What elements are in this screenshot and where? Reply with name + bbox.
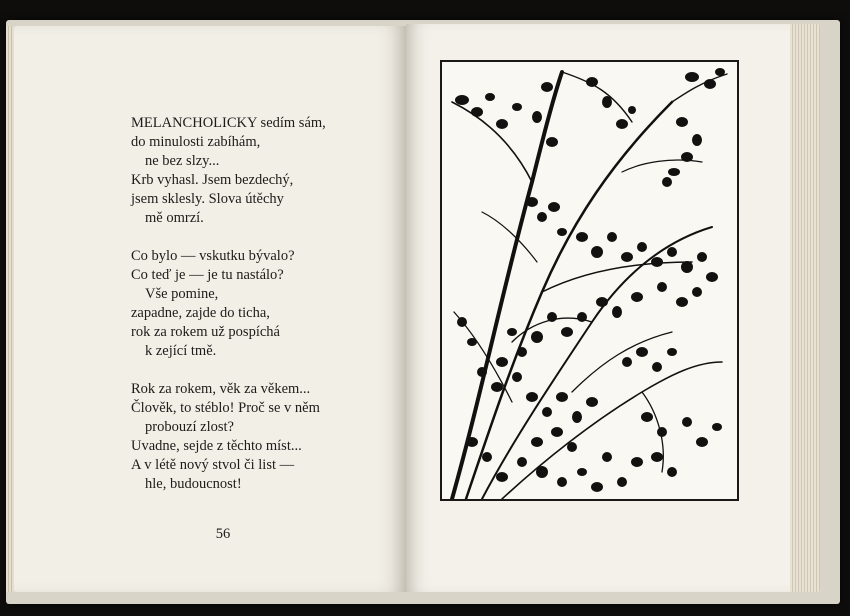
plant-silhouette-icon	[442, 62, 737, 499]
poem-line: zapadne, zajde do ticha,	[131, 305, 270, 321]
poem-line: jsem sklesly. Slova útěchy	[131, 191, 284, 207]
stanza-gap	[131, 228, 371, 247]
poem-line: k zející tmě.	[145, 343, 217, 359]
poem-line: Rok za rokem, věk za věkem...	[131, 381, 311, 397]
poem-line: rok za rokem už pospíchá	[131, 324, 280, 340]
stanza-gap	[131, 361, 371, 380]
poem-line: probouzí zlost?	[145, 419, 234, 435]
page-number: 56	[215, 526, 231, 542]
poem-line: do minulosti zabíhám,	[131, 134, 261, 150]
poem-line: Uvadne, sejde z těchto míst...	[131, 438, 302, 454]
poem-line: ne bez slzy...	[145, 153, 220, 169]
poem-line: Člověk, to stéblo! Proč se v něm	[131, 400, 320, 416]
right-page-edges	[790, 24, 820, 592]
plant-silhouette-illustration	[440, 60, 739, 501]
poem-line: Krb vyhasl. Jsem bezdechý,	[131, 172, 294, 188]
poem-line: MELANCHOLICKY sedím sám,	[131, 115, 326, 131]
poem-line: Co bylo — vskutku bývalo?	[131, 248, 295, 264]
poem-line: Co teď je — je tu nastálo?	[131, 267, 284, 283]
poem	[131, 114, 371, 494]
poem-line: Vše pomine,	[145, 286, 219, 302]
poem-line: hle, budoucnost!	[145, 476, 242, 492]
poem-line: A v létě nový stvol či list —	[131, 457, 295, 473]
poem-line: mě omrzí.	[145, 210, 204, 226]
